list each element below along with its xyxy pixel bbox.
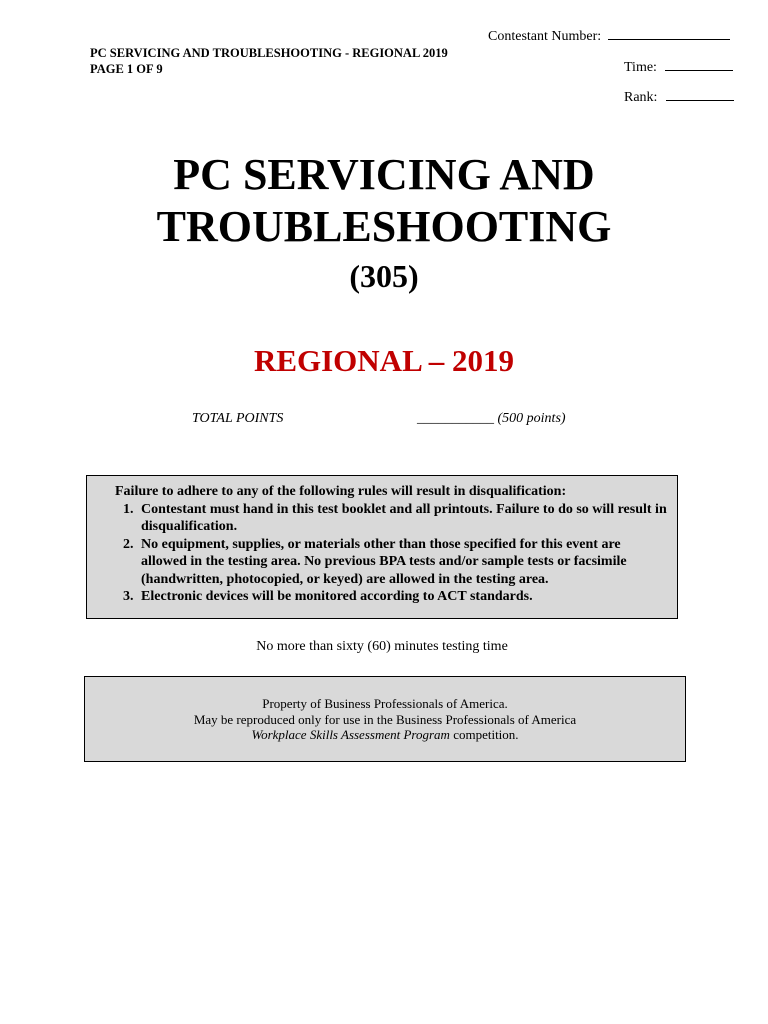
rank-blank <box>666 100 734 101</box>
time-field <box>624 60 733 76</box>
program-name: Workplace Skills Assessment Program <box>251 727 450 742</box>
contestant-number-blank <box>608 39 730 40</box>
page-line: PAGE 1 OF 9 <box>90 62 163 76</box>
title-line-1: PC SERVICING AND <box>173 150 595 199</box>
rule-item: 1. Contestant must hand in this test booklet and all printouts. Failure to do so will result in disqualification. <box>137 501 667 536</box>
total-points-blank: ___________ <box>417 411 494 426</box>
time-label: Time: <box>624 60 657 75</box>
rule-item: 3. Electronic devices will be monitored according to ACT standards. <box>137 588 667 606</box>
page-title <box>0 149 768 253</box>
competition-level: REGIONAL – 2019 <box>253 343 515 378</box>
contestant-number-label: Contestant Number: <box>488 29 602 44</box>
total-points-label: TOTAL POINTS <box>192 411 284 426</box>
contestant-number-field <box>488 29 730 45</box>
property-line-2: May be reproduced only for use in the Business Professionals of America <box>193 711 577 727</box>
rules-list <box>115 501 667 606</box>
running-header <box>90 45 448 77</box>
property-line-3 <box>85 727 685 743</box>
title-line-2: TROUBLESHOOTING <box>156 202 612 251</box>
total-points-line <box>417 411 566 427</box>
event-code: (305) <box>349 258 419 294</box>
time-blank <box>665 70 733 71</box>
program-suffix: competition. <box>449 727 519 742</box>
total-points-value: (500 points) <box>497 411 566 426</box>
property-notice-box <box>84 676 686 762</box>
property-line-1: Property of Business Professionals of America. <box>262 696 508 711</box>
rank-field <box>624 90 734 106</box>
event-line: PC SERVICING AND TROUBLESHOOTING - REGIONAL 2019 <box>90 46 448 60</box>
rank-label: Rank: <box>624 90 658 105</box>
rules-box <box>86 475 678 619</box>
testing-time: No more than sixty (60) minutes testing time <box>256 639 508 654</box>
rule-item: 2. No equipment, supplies, or materials other than those specified for this event are allowed in the testing area. No previous BPA tests and/or sample tests or facsimile (handwritten, photocopied, or keyed) are allowed in the testing area. <box>137 536 667 589</box>
rules-intro: Failure to adhere to any of the following rules will result in disqualification: <box>115 484 567 499</box>
